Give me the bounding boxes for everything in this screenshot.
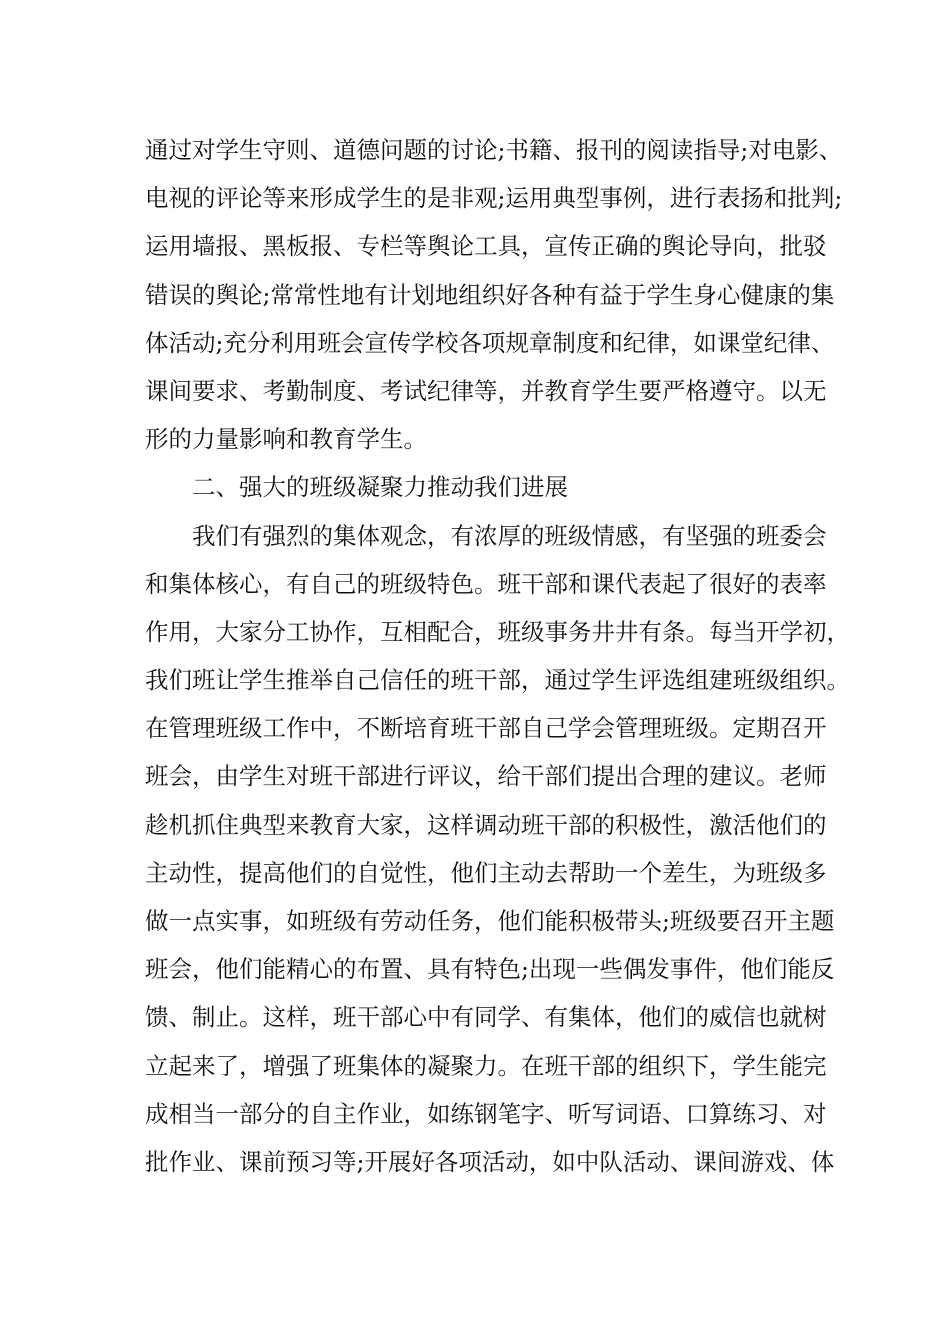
body-line-21: 成相当一部分的自主作业，如练钢笔字、听写词语、口算练习、对 [145, 1099, 827, 1128]
body-line-5: 体活动;充分利用班会宣传学校各项规章制度和纪律，如课堂纪律、 [145, 328, 835, 357]
body-line-22: 批作业、课前预习等;开展好各项活动，如中队活动、课间游戏、体 [145, 1147, 835, 1176]
body-line-17: 做一点实事，如班级有劳动任务，他们能积极带头;班级要召开主题 [145, 907, 835, 935]
body-line-10: 和集体核心，有自己的班级特色。班干部和课代表起了很好的表率 [145, 569, 827, 598]
body-line-12: 我们班让学生推举自己信任的班干部，通过学生评选组建班级组织。 [145, 666, 850, 695]
body-line-2: 电视的评论等来形成学生的是非观;运用典型事例，进行表扬和批判; [145, 184, 843, 213]
body-line-11: 作用，大家分工协作，互相配合，班级事务井井有条。每当开学初， [145, 617, 850, 646]
body-line-15: 趁机抓住典型来教育大家，这样调动班干部的积极性，激活他们的 [145, 810, 827, 839]
body-line-19: 馈、制止。这样，班干部心中有同学、有集体，他们的威信也就树 [145, 1003, 827, 1032]
body-line-4: 错误的舆论;常常性地有计划地组织好各种有益于学生身心健康的集 [145, 280, 835, 309]
body-line-9: 我们有强烈的集体观念，有浓厚的班级情感，有坚强的班委会 [192, 521, 827, 550]
body-line-18: 班会，他们能精心的布置、具有特色;出现一些偶发事件，他们能反 [145, 955, 835, 984]
body-line-1: 通过对学生守则、道德问题的讨论;书籍、报刊的阅读指导;对电影、 [145, 136, 843, 164]
body-line-7: 形的力量影响和教育学生。 [145, 425, 427, 454]
document-body [145, 126, 850, 1186]
section-heading: 二、强大的班级凝聚力推动我们进展 [192, 473, 568, 502]
body-line-14: 班会，由学生对班干部进行评议，给干部们提出合理的建议。老师 [145, 762, 827, 791]
body-line-3: 运用墙报、黑板报、专栏等舆论工具，宣传正确的舆论导向，批驳 [145, 232, 827, 261]
body-line-20: 立起来了，增强了班集体的凝聚力。在班干部的组织下，学生能完 [145, 1051, 827, 1080]
body-line-16: 主动性，提高他们的自觉性，他们主动去帮助一个差生，为班级多 [145, 858, 827, 887]
body-line-13: 在管理班级工作中，不断培育班干部自己学会管理班级。定期召开 [145, 714, 827, 743]
body-line-6: 课间要求、考勤制度、考试纪律等，并教育学生要严格遵守。以无 [145, 376, 827, 405]
